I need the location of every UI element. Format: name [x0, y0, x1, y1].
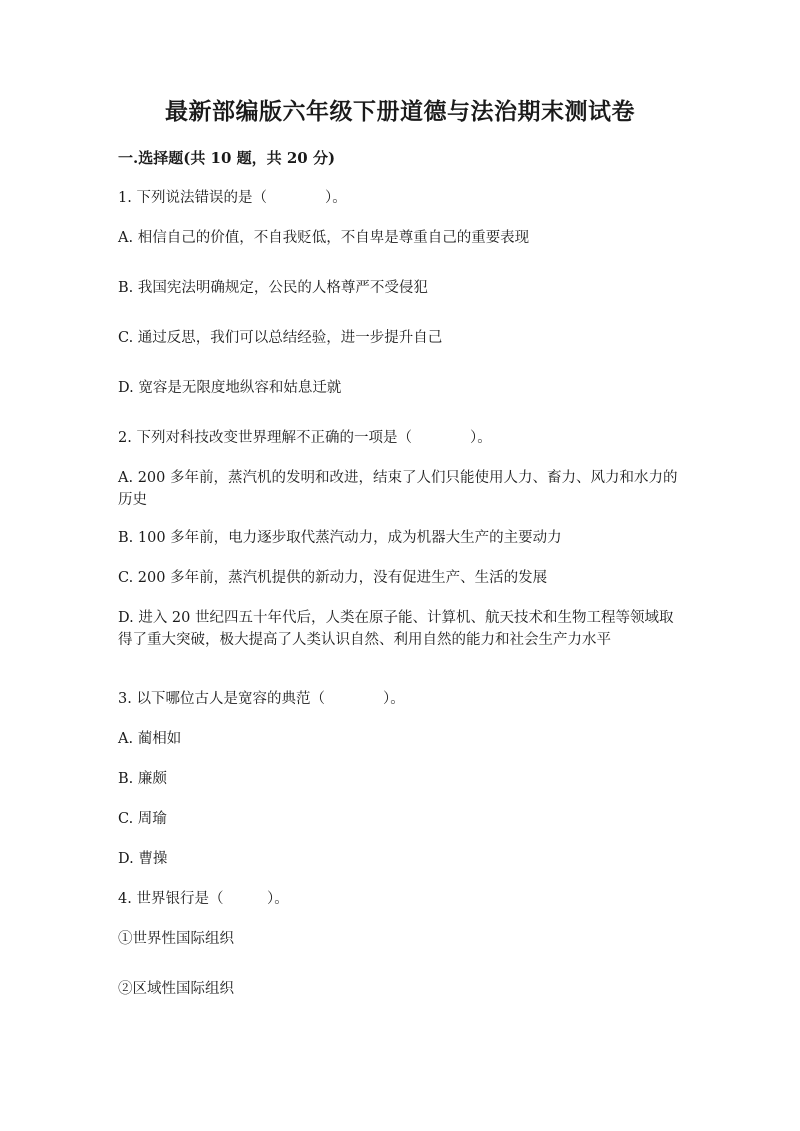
question-2-option-d: D. 进入 20 世纪四五十年代后，人类在原子能、计算机、航天技术和生物工程等领域取得了重大突破，极大提高了人类认识自然、利用自然的能力和社会生产力水平 [118, 610, 674, 648]
question-1-option-c: C. 通过反思，我们可以总结经验，进一步提升自己 [118, 330, 443, 346]
question-3-option-c: C. 周瑜 [118, 811, 167, 827]
question-1-option-d: D. 宽容是无限度地纵容和姑息迁就 [118, 380, 342, 396]
question-2-option-a: A. 200 多年前，蒸汽机的发明和改进，结束了人们只能使用人力、畜力、风力和水力的历史 [118, 470, 678, 508]
question-4-option-1: ①世界性国际组织 [118, 931, 234, 947]
question-1-option-b: B. 我国宪法明确规定，公民的人格尊严不受侵犯 [118, 280, 428, 296]
question-2-option-b: B. 100 多年前，电力逐步取代蒸汽动力，成为机器大生产的主要动力 [118, 530, 562, 546]
question-3-option-d: D. 曹操 [118, 851, 168, 867]
question-2-option-c: C. 200 多年前，蒸汽机提供的新动力，没有促进生产、生活的发展 [118, 570, 548, 586]
question-4-option-2: ②区域性国际组织 [118, 981, 234, 997]
section-heading: 一.选择题(共 10 题，共 20 分) [118, 149, 336, 167]
question-3-option-b: B. 廉颇 [118, 771, 167, 787]
question-2-stem: 2. 下列对科技改变世界理解不正确的一项是（ ）。 [118, 430, 492, 446]
question-1-option-a: A. 相信自己的价值，不自我贬低，不自卑是尊重自己的重要表现 [118, 230, 530, 246]
question-4-stem: 4. 世界银行是（ ）。 [118, 891, 289, 907]
question-3-stem: 3. 以下哪位古人是宽容的典范（ ）。 [118, 691, 405, 707]
question-1-stem: 1. 下列说法错误的是（ ）。 [118, 190, 347, 206]
exam-title: 最新部编版六年级下册道德与法治期末测试卷 [165, 98, 635, 125]
question-3-option-a: A. 蔺相如 [118, 731, 182, 747]
